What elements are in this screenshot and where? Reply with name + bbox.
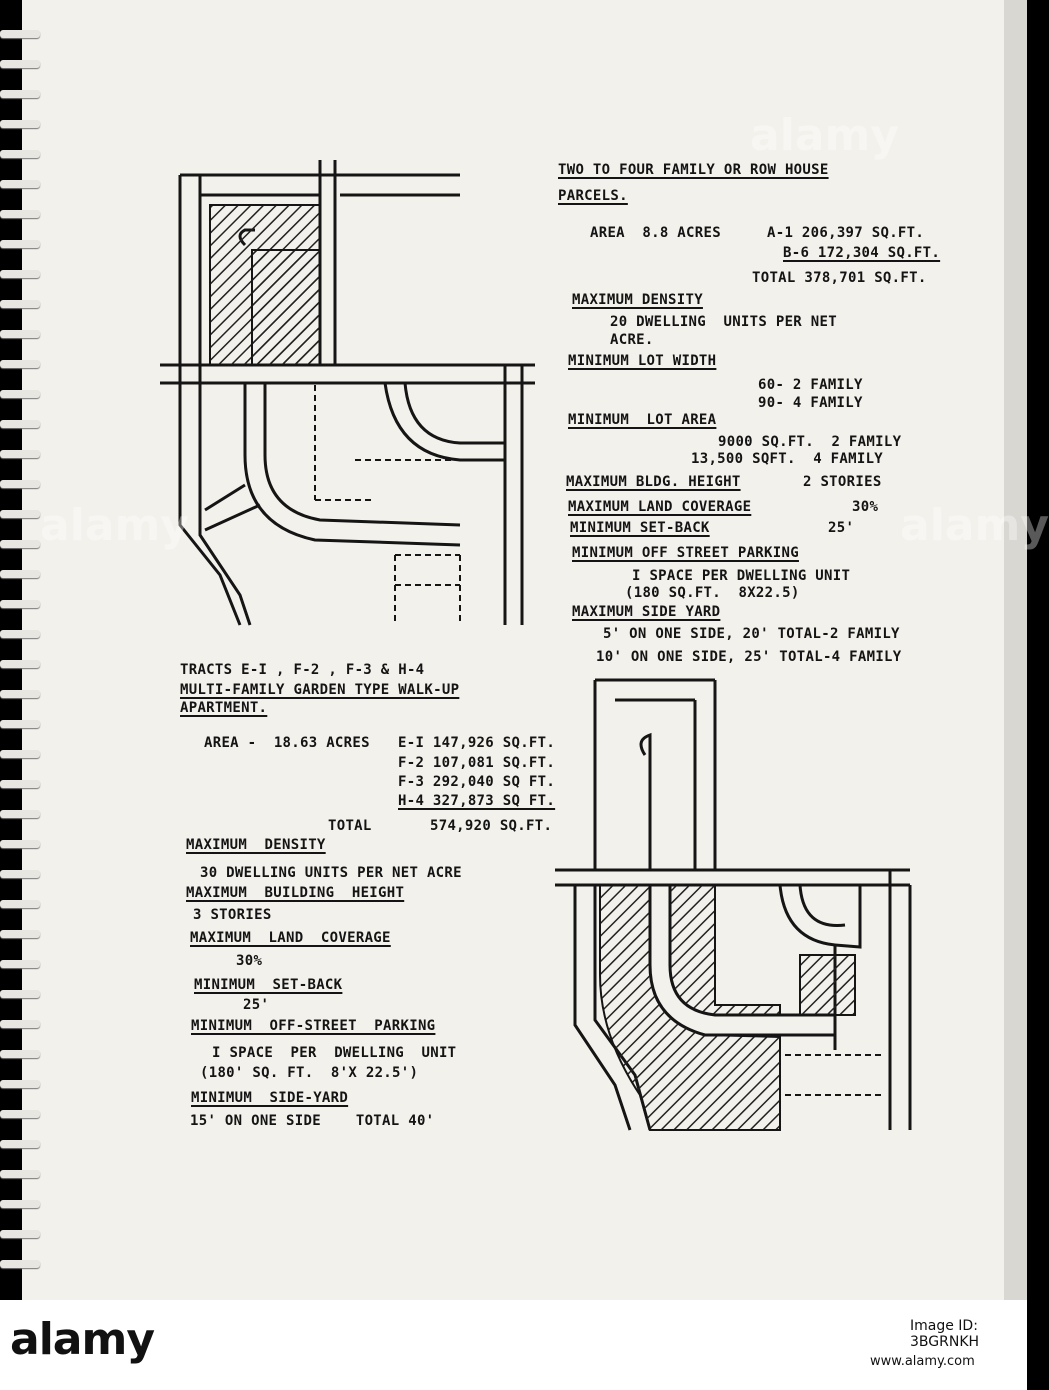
right-lot-area-2: 9000 SQ.FT. 2 FAMILY (718, 434, 902, 450)
left-side-yard-value: 15' ON ONE SIDE TOTAL 40' (190, 1113, 435, 1129)
binding-coil (0, 600, 40, 608)
left-area-row-4: H-4 327,873 SQ FT. (398, 793, 556, 809)
binding-coil (0, 30, 40, 38)
binding-coil (0, 60, 40, 68)
binding-coil (0, 330, 40, 338)
right-total: TOTAL 378,701 SQ.FT. (752, 270, 927, 286)
binding-coil (0, 1080, 40, 1088)
binding-coil (0, 300, 40, 308)
left-setback-heading: MINIMUM SET-BACK (194, 977, 343, 993)
row-house-heading-line1: TWO TO FOUR FAMILY OR ROW HOUSE (558, 162, 829, 178)
binding-coil (0, 840, 40, 848)
binding-coil (0, 150, 40, 158)
image-id: Image ID: 3BGRNKH (910, 1318, 980, 1350)
binding-coil (0, 180, 40, 188)
binding-coil (0, 1020, 40, 1028)
binding-coil (0, 750, 40, 758)
site-plan-bottom (555, 675, 915, 1135)
binding-coil (0, 630, 40, 638)
binding-coil (0, 960, 40, 968)
row-house-heading-line2: PARCELS. (558, 188, 628, 204)
binding-coil (0, 240, 40, 248)
binding-coil (0, 990, 40, 998)
binding-coil (0, 1050, 40, 1058)
left-area-row-1: E-I 147,926 SQ.FT. (398, 735, 556, 751)
right-side-yard-heading: MAXIMUM SIDE YARD (572, 604, 721, 620)
binding-coil (0, 870, 40, 878)
right-max-density-heading: MAXIMUM DENSITY (572, 292, 703, 308)
right-max-density-line2: ACRE. (610, 332, 654, 348)
right-side-yard-line2: 10' ON ONE SIDE, 25' TOTAL-4 FAMILY (596, 649, 902, 665)
left-side-yard-heading: MINIMUM SIDE-YARD (191, 1090, 349, 1106)
binding-coil (0, 900, 40, 908)
page-edge (1004, 0, 1027, 1300)
alamy-logo: alamy (10, 1314, 154, 1365)
binding-coil (0, 690, 40, 698)
binding-coil (0, 420, 40, 428)
right-lot-width-heading: MINIMUM LOT WIDTH (568, 353, 717, 369)
binding-coil (0, 270, 40, 278)
binding-coil (0, 1110, 40, 1118)
right-bldg-height-value: 2 STORIES (803, 474, 882, 490)
left-parking-line1: I SPACE PER DWELLING UNIT (212, 1045, 457, 1061)
left-area-row-3: F-3 292,040 SQ FT. (398, 774, 556, 790)
left-land-coverage-heading: MAXIMUM LAND COVERAGE (190, 930, 391, 946)
site-plan-top (160, 155, 560, 635)
right-max-density-line1: 20 DWELLING UNITS PER NET (610, 314, 837, 330)
watermark-top: alamy (750, 110, 899, 161)
right-lot-area-4: 13,500 SQFT. 4 FAMILY (691, 451, 884, 467)
binding-coil (0, 780, 40, 788)
left-parking-line2: (180' SQ. FT. 8'X 22.5') (200, 1065, 419, 1081)
right-area-row-2: B-6 172,304 SQ.FT. (783, 245, 941, 261)
left-area-row-2: F-2 107,081 SQ.FT. (398, 755, 556, 771)
binding-coil (0, 480, 40, 488)
binding-coil (0, 570, 40, 578)
right-lot-width-2: 60- 2 FAMILY (758, 377, 863, 393)
left-parking-heading: MINIMUM OFF-STREET PARKING (191, 1018, 436, 1034)
right-lot-area-heading: MINIMUM LOT AREA (568, 412, 717, 428)
right-area-label: AREA 8.8 ACRES (590, 225, 721, 241)
binding-coil (0, 1260, 40, 1268)
binding-coil (0, 390, 40, 398)
right-area-row-1: A-1 206,397 SQ.FT. (767, 225, 925, 241)
right-bldg-height-heading: MAXIMUM BLDG. HEIGHT (566, 474, 741, 490)
left-max-density-heading: MAXIMUM DENSITY (186, 837, 326, 853)
right-lot-width-4: 90- 4 FAMILY (758, 395, 863, 411)
left-total-label: TOTAL (328, 818, 372, 834)
watermark-right: alamy (900, 500, 1049, 551)
binding-coil (0, 660, 40, 668)
right-parking-heading: MINIMUM OFF STREET PARKING (572, 545, 799, 561)
binding-coil (0, 1230, 40, 1238)
left-max-density-value: 30 DWELLING UNITS PER NET ACRE (200, 865, 462, 881)
binding-coil (0, 810, 40, 818)
binding-coil (0, 540, 40, 548)
watermark-footer (0, 1300, 1027, 1390)
binding-coil (0, 120, 40, 128)
binding-coil (0, 1140, 40, 1148)
left-area-label: AREA - 18.63 ACRES (204, 735, 370, 751)
left-total-value: 574,920 SQ.FT. (430, 818, 553, 834)
left-bldg-height-value: 3 STORIES (193, 907, 272, 923)
left-land-coverage-value: 30% (236, 953, 263, 969)
left-tracts: TRACTS E-I , F-2 , F-3 & H-4 (180, 662, 425, 678)
left-heading-line1: MULTI-FAMILY GARDEN TYPE WALK-UP (180, 682, 460, 698)
right-side-yard-line1: 5' ON ONE SIDE, 20' TOTAL-2 FAMILY (603, 626, 900, 642)
left-heading-line2: APARTMENT. (180, 700, 268, 716)
binding-coil (0, 90, 40, 98)
binding-coil (0, 1200, 40, 1208)
right-setback-heading: MINIMUM SET-BACK (570, 520, 710, 536)
binding-coil (0, 510, 40, 518)
binding-coil (0, 360, 40, 368)
binding-coil (0, 720, 40, 728)
right-land-coverage-heading: MAXIMUM LAND COVERAGE (568, 499, 752, 515)
right-setback-value: 25' (828, 520, 855, 536)
binding-coil (0, 450, 40, 458)
binding-coil (0, 1170, 40, 1178)
left-setback-value: 25' (243, 997, 270, 1013)
right-land-coverage-value: 30% (852, 499, 879, 515)
binding-coil (0, 930, 40, 938)
binding-coil (0, 210, 40, 218)
right-parking-line1: I SPACE PER DWELLING UNIT (632, 568, 851, 584)
image-url: www.alamy.com (870, 1354, 975, 1369)
right-parking-line2: (180 SQ.FT. 8X22.5) (625, 585, 800, 601)
left-bldg-height-heading: MAXIMUM BUILDING HEIGHT (186, 885, 405, 901)
watermark-left: alamy (40, 500, 189, 551)
